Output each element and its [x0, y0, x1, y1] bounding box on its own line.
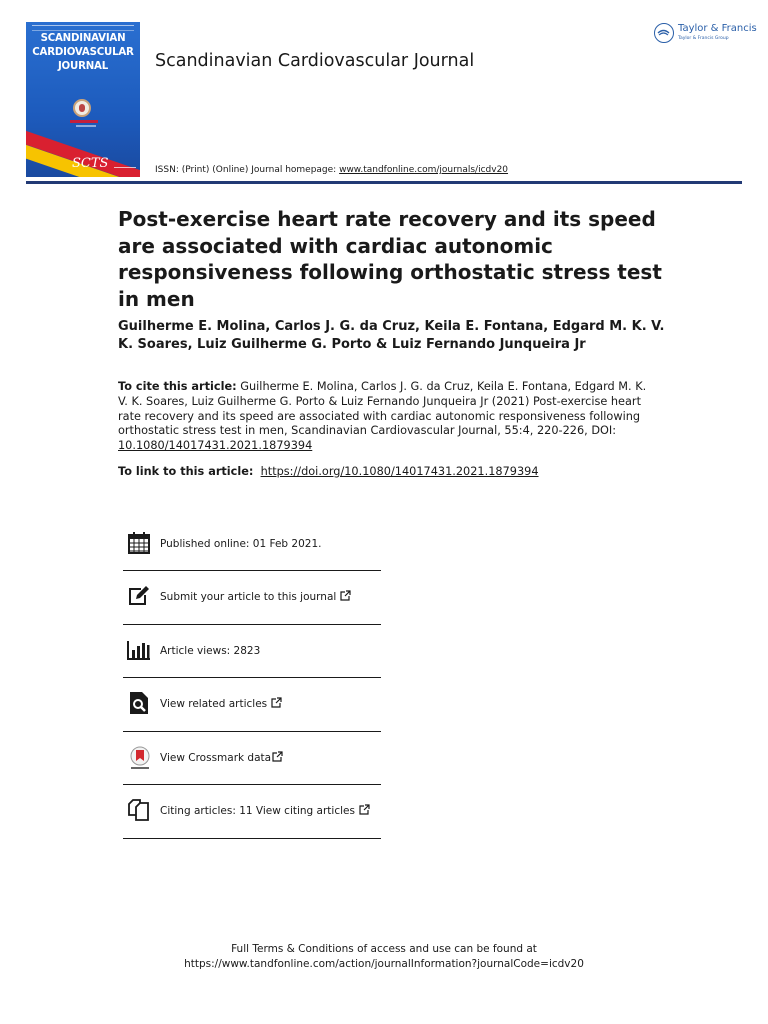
external-link-icon: [271, 697, 282, 711]
publisher-group: Taylor & Francis Group: [678, 36, 729, 41]
article-link-label: To link to this article:: [118, 465, 254, 478]
edit-icon: [127, 584, 153, 610]
article-title: Post-exercise heart rate recovery and its speed are associated with cardiac autonomic responsiveness following orthostatic stress test in men: [118, 207, 662, 311]
citing-articles-link[interactable]: [160, 804, 370, 818]
footer-terms-link[interactable]: https://www.tandfonline.com/action/journalInformation?journalCode=icdv20: [184, 958, 584, 970]
article-url-link[interactable]: https://doi.org/10.1080/14017431.2021.1879394: [260, 465, 539, 478]
doi-link[interactable]: 10.1080/14017431.2021.1879394: [118, 439, 313, 453]
cover-monogram-logo: SCTS: [72, 156, 109, 171]
cover-title-line-2: CARDIOVASCULAR: [32, 47, 134, 58]
citing-row[interactable]: [123, 785, 381, 839]
crossmark-label: View Crossmark data: [160, 751, 272, 764]
crossmark-link[interactable]: [160, 751, 283, 765]
journal-cover-image: [26, 22, 140, 177]
cover-seal-icon: [73, 99, 91, 117]
calendar-icon: [127, 531, 153, 557]
related-row[interactable]: [123, 678, 381, 732]
header-divider: [26, 181, 742, 184]
citation-label: To cite this article:: [118, 380, 237, 393]
publisher-logo-icon: [654, 23, 674, 43]
submit-article-label: Submit your article to this journal: [160, 591, 337, 604]
article-link-line: [118, 464, 678, 479]
article-authors: Guilherme E. Molina, Carlos J. G. da Cruz, Keila E. Fontana, Edgard M. K. V. K. Soares, Luiz Guilherme G. Porto & Luiz Fernando Junqueira Jr: [118, 319, 665, 352]
published-row: [123, 518, 381, 571]
footer-line-1: Full Terms & Conditions of access and use can be found at: [231, 943, 537, 955]
cover-publisher-mark: [114, 167, 136, 173]
journal-name: Scandinavian Cardiovascular Journal: [155, 51, 475, 71]
cover-accent-sub: [76, 125, 96, 127]
issn-text: ISSN: (Print) (Online) Journal homepage:: [155, 165, 340, 175]
crossmark-row[interactable]: [123, 732, 381, 786]
cover-accent: [70, 120, 98, 123]
cover-top-rule: [32, 25, 134, 31]
external-link-icon: [272, 751, 283, 765]
views-row: [123, 625, 381, 679]
bar-chart-icon: [127, 638, 153, 664]
cover-title-line-1: SCANDINAVIAN: [40, 33, 126, 44]
submit-article-link[interactable]: [160, 590, 351, 604]
publisher-name: Taylor & Francis: [678, 23, 757, 34]
related-articles-link[interactable]: [160, 697, 282, 711]
issn-line: [155, 165, 508, 175]
cover-title-line-3: JOURNAL: [57, 61, 109, 72]
citing-articles-label: Citing articles: 11 View citing articles: [160, 805, 355, 818]
external-link-icon: [340, 590, 351, 604]
submit-row[interactable]: [123, 571, 381, 625]
published-date: Published online: 01 Feb 2021.: [160, 538, 322, 550]
crossmark-icon: [127, 745, 153, 771]
article-views: Article views: 2823: [160, 644, 261, 657]
search-document-icon: [127, 691, 153, 717]
article-info-list: [123, 518, 381, 839]
related-articles-label: View related articles: [160, 698, 268, 711]
cover-title: [26, 32, 140, 74]
external-link-icon: [359, 804, 370, 818]
citation-text: Guilherme E. Molina, Carlos J. G. da Cruz, Keila E. Fontana, Edgard M. K. V. K. Soares, Luiz Guilherme G. Porto & Luiz Fernando Junqueira Jr (2021) Post-exercise heart rate recovery and its speed are associated with cardiac autonomic responsiveness following orthostatic stress test in men, Scandinavian Cardiovascular Journal, 55:4, 220-226, DOI:: [118, 380, 647, 438]
footer-terms: [0, 942, 768, 972]
journal-homepage-link[interactable]: www.tandfonline.com/journals/icdv20: [339, 165, 509, 175]
citation-block: [118, 380, 658, 454]
copy-documents-icon: [127, 798, 153, 824]
